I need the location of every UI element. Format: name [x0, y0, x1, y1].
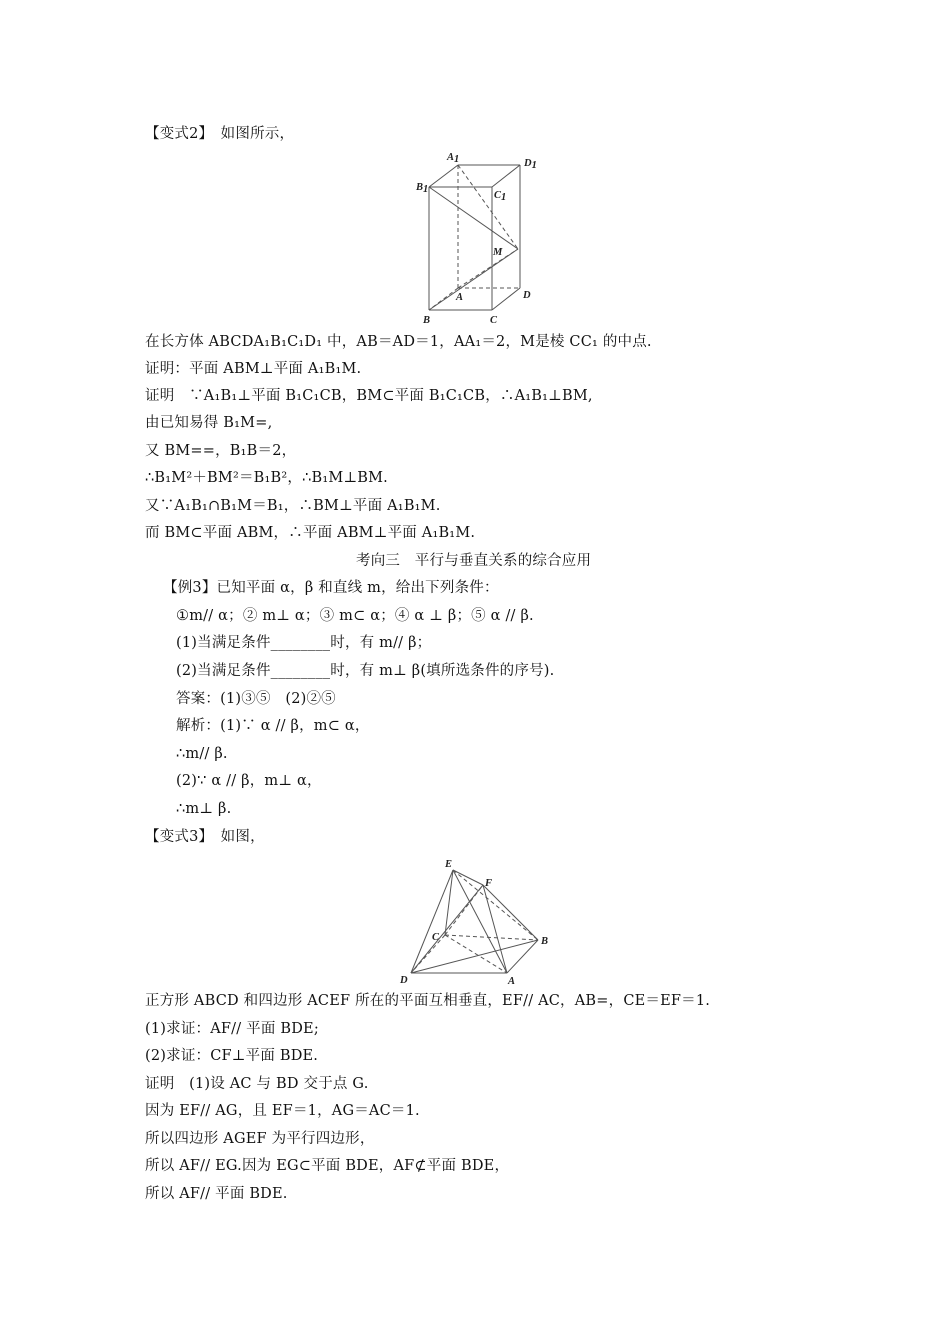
segment-ab	[507, 940, 538, 973]
text-line: 【例3】已知平面 α，β 和直线 m，给出下列条件：	[163, 580, 499, 596]
label-c: C	[432, 932, 440, 943]
cuboid-labels	[415, 152, 537, 326]
segment-ea	[453, 870, 507, 973]
segment-cd-hidden	[411, 935, 445, 973]
label-e: E	[445, 859, 453, 870]
cuboid-figure	[405, 145, 555, 330]
label-m: M	[493, 247, 503, 258]
label-b: B	[423, 315, 431, 326]
segment-cb-hidden	[445, 935, 538, 940]
label-b: B	[541, 936, 549, 947]
text-line: 答案：(1)③⑤ (2)②⑤	[176, 691, 336, 707]
text-line: 所以 AF// 平面 BDE.	[145, 1186, 288, 1202]
svg-text:C1: C1	[494, 190, 507, 203]
label-a1: A	[447, 152, 455, 163]
text-line: ∴m// β.	[176, 746, 228, 762]
text-line: 在长方体 ABCDA₁B₁C₁D₁ 中，AB＝AD＝1，AA₁＝2，M是棱 CC₁ 的中点.	[145, 334, 652, 350]
text-line: 因为 EF// AG，且 EF＝1，AG＝AC＝1.	[145, 1103, 420, 1119]
text-line: ∴m⊥ β.	[176, 801, 232, 817]
text-line: (2)∵ α // β，m⊥ α，	[176, 773, 322, 789]
svg-text:D1: D1	[524, 158, 537, 171]
label-d: D	[400, 975, 408, 986]
pyramid-figure	[395, 855, 560, 990]
text-line: ∴B₁M²＋BM²＝B₁B²，∴B₁M⊥BM.	[145, 470, 388, 486]
text-line: 而 BM⊂平面 ABM，∴平面 ABM⊥平面 A₁B₁M.	[145, 525, 476, 541]
text-line: 又∵A₁B₁∩B₁M＝B₁，∴BM⊥平面 A₁B₁M.	[145, 498, 441, 514]
text-line: 解析：(1)∵ α // β，m⊂ α，	[176, 718, 370, 734]
edge-c1d1	[492, 165, 520, 187]
pyramid-labels	[399, 859, 548, 987]
svg-text:A1: A1	[447, 152, 460, 165]
text-line: 证明 (1)设 AC 与 BD 交于点 G.	[145, 1076, 369, 1092]
text-line: 【变式2】 如图所示，	[145, 126, 295, 142]
label-b1: B	[416, 182, 424, 193]
text-line: 证明：平面 ABM⊥平面 A₁B₁M.	[145, 361, 362, 377]
segment-db	[411, 940, 538, 973]
text-line: (2)求证：CF⊥平面 BDE.	[145, 1048, 319, 1064]
label-a: A	[456, 292, 464, 303]
label-d: D	[523, 290, 531, 301]
label-c1: C	[494, 190, 502, 201]
text-line: 证明 ∵A₁B₁⊥平面 B₁C₁CB，BM⊂平面 B₁C₁CB，∴A₁B₁⊥BM,	[145, 388, 593, 404]
text-line: (2)当满足条件________时，有 m⊥ β(填所选条件的序号).	[176, 663, 555, 679]
text-line: 考向三 平行与垂直关系的综合应用	[356, 553, 592, 569]
text-line: 正方形 ABCD 和四边形 ACEF 所在的平面互相垂直，EF// AC，AB=，CE＝EF＝1.	[145, 993, 711, 1009]
edge-cd	[492, 288, 520, 310]
label-a: A	[508, 976, 516, 987]
segment-fd	[411, 885, 483, 973]
text-line: (1)当满足条件________时，有 m// β；	[176, 635, 432, 651]
segment-bm	[429, 249, 518, 310]
label-f: F	[485, 878, 493, 889]
edge-ab-hidden	[429, 288, 458, 310]
segment-ef	[453, 870, 483, 885]
label-c: C	[490, 315, 498, 326]
text-line: 由已知易得 B₁M=,	[145, 415, 273, 431]
text-line: 【变式3】 如图，	[145, 829, 265, 845]
svg-text:B1: B1	[416, 182, 429, 195]
segment-fb	[483, 885, 538, 940]
edge-a1b1	[429, 165, 458, 187]
text-line: (1)求证：AF// 平面 BDE;	[145, 1021, 319, 1037]
text-line: 所以四边形 AGEF 为平行四边形，	[145, 1131, 375, 1147]
segment-a1m-hidden	[458, 165, 518, 249]
text-line: ①m// α；② m⊥ α；③ m⊂ α；④ α ⊥ β；⑤ α // β.	[176, 608, 534, 624]
text-line: 所以 AF// EG.因为 EG⊂平面 BDE，AF⊄平面 BDE，	[145, 1158, 510, 1174]
text-line: 又 BM==，B₁B＝2，	[145, 443, 297, 459]
label-d1: D	[524, 158, 532, 169]
